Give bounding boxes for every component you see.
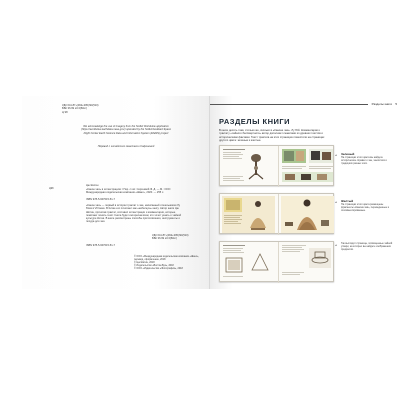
- legend-utensils: [335, 242, 393, 252]
- udc-block: УДК 641.87+(392+395)/94(510) ББК 36.99 я3.3(5Кит) Ц 98: [62, 104, 99, 114]
- arrow-left-icon: ◂: [335, 153, 337, 157]
- sample-spread-right-page: [278, 146, 336, 187]
- translation-credit: Перевод с китайского Анастасии Сафоновой: [97, 145, 155, 148]
- sample-spread-left-page: [220, 194, 278, 235]
- sample-spread-left-page: [220, 242, 278, 283]
- book-spread: [22, 96, 398, 289]
- section-intro: В книге десять глав, столько же, сколько в «Каноне чая». Лу Юй. Комментарии к трактату «чайного бессмертного» автор дополняет сюжетами из древних текстов и историческими фактами. Текст трактата на этих страницах поместили на страницах другого цвета: зеленые и желтые.: [219, 129, 325, 143]
- legend-description: Так выглядят страницы, посвященные чайной утвари, на которых вы найдете изображения предметов.: [341, 242, 393, 252]
- tea-stand-illustration-icon: [220, 146, 277, 187]
- right-page: [210, 96, 398, 289]
- arrow-left-icon: ◂: [335, 200, 337, 204]
- author-name: Цю Шитин: [86, 184, 99, 187]
- tea-grinder-illustration-icon: [279, 242, 336, 283]
- catalog-entry: «Канон чая» в иллюстрациях / Пер. с кит. Сергеевой Ф. Д. — М.: ООО Международная издательская компания «Шанс», 2020. — 255 с.: [86, 188, 171, 195]
- sample-spread-green: [219, 145, 334, 186]
- legend-yellow: [335, 199, 393, 213]
- legend-description: На страницах этого цвета размещены фрагменты «Канона чая», переведенные и откомментированные.: [341, 203, 390, 213]
- running-header: [210, 102, 398, 107]
- sample-spread-yellow: [219, 193, 334, 234]
- udc-block-secondary: УДК 641.87+(392+395)/94(510) ББК 36.99 я3.3(5Кит): [152, 234, 189, 241]
- copyright-block: © ООО «Международная издательская компания «Шанс», перевод, оформление, 2018 © Цю Шитин, 2018 © Издательство «Восток-Бук», 2018 © ООО «Издательство «Фотография», 2018: [134, 255, 200, 271]
- header-rule: [210, 104, 368, 105]
- left-page: [22, 96, 210, 289]
- margin-code: Ц98: [49, 187, 54, 190]
- seated-figure-illustration-icon: [279, 194, 336, 235]
- page-number: 5: [395, 102, 397, 106]
- tea-master-figure-icon: [220, 194, 277, 235]
- arrow-left-icon: ◂: [335, 243, 337, 247]
- sample-spread-right-page: [278, 194, 336, 235]
- sample-spread-left-page: [220, 146, 278, 187]
- legend-label: Зеленый: [341, 152, 355, 156]
- legend-description: На страницах этого цвета вы найдете исторические справки о чае, чаепитиях и традициях разных эпох.: [341, 156, 387, 166]
- tea-artifacts-illustration-icon: [279, 146, 336, 187]
- legend-label: Желтый: [341, 199, 354, 203]
- legend-green: [335, 152, 393, 166]
- isbn-line: ISBN 978-5-907015-51-7: [86, 198, 115, 201]
- annotation-text: «Канон чая» — первый в истории трактат о чае, написанный отшельником Лу Юем в VIII веке. В Китае его почитают как «небесную» книгу. Автор книги Цю Шитин, прочитав трактат, составил иллюстрации и комментарии, которые помогают понять текст. Книга будет интересна всем, кто хочет узнать о чайной культуре Китая. В книге рассмотрены способы приготовления, инструменты и посуда для чая.: [86, 204, 182, 224]
- running-header-label: Разделы книги: [371, 102, 392, 106]
- section-title: РАЗДЕЛЫ КНИГИ: [219, 117, 291, 126]
- isbn-line-secondary: ISBN 978-5-907015-51-7: [86, 244, 115, 247]
- acknowledgement-text: We acknowledge the use of imagery from the NASA Worldview application (https://worldview.earthdata.nasa.gov/) operated by the NASA/Goddard Space Flight Center Earth Science Data and Information System (ESDIS) project: [81, 125, 171, 135]
- tea-utensils-illustration-icon: [220, 242, 277, 283]
- sample-spread-utensils: [219, 241, 334, 282]
- sample-spread-right-page: [278, 242, 336, 283]
